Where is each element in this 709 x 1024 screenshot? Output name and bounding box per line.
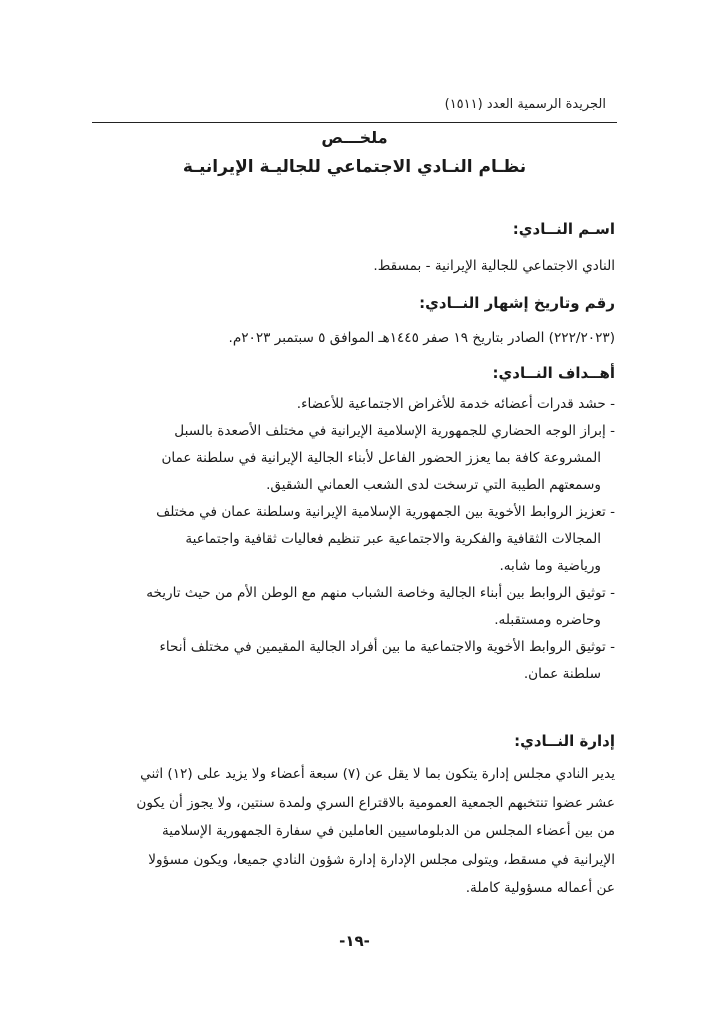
goal-line: المجالات الثقافية والفكرية والاجتماعية عبر تنظيم فعاليات ثقافية واجتماعية	[185, 531, 601, 547]
goal-line: - تعزيز الروابط الأخوية بين الجمهورية الإسلامية الإيرانية وسلطنة عمان في مختلف	[92, 499, 615, 526]
goal-line: سلطنة عمان.	[523, 666, 601, 682]
goal-line: - توثيق الروابط الأخوية والاجتماعية ما بين أفراد الجالية المقيمين في مختلف أنحاء	[92, 634, 615, 661]
summary-title: ملخـــص	[321, 128, 388, 147]
goal-line: وحاضره ومستقبله.	[494, 612, 601, 628]
goal-line: - حشد قدرات أعضائه خدمة للأغراض الاجتماعية للأعضاء.	[92, 391, 615, 418]
goals-list	[92, 391, 615, 688]
paragraph-line: الإيرانية في مسقط، ويتولى مجلس الإدارة إدارة شؤون النادي جميعا، ويكون مسؤولا	[148, 851, 615, 868]
paragraph-line: يدير النادي مجلس إدارة يتكون بما لا يقل عن (٧) سبعة أعضاء ولا يزيد على (١٢) اثني	[140, 766, 615, 782]
club-name-value: النادي الاجتماعي للجالية الإيرانية - بمسقط.	[373, 258, 615, 274]
goal-line: - توثيق الروابط بين أبناء الجالية وخاصة الشباب منهم مع الوطن الأم من حيث تاريخه	[92, 580, 615, 607]
registration-heading: رقم وتاريخ إشهار النــادي:	[419, 294, 615, 312]
goal-item	[92, 391, 615, 418]
goals-heading: أهــداف النــادي:	[492, 364, 615, 382]
goal-item	[92, 499, 615, 580]
club-name-heading: اسـم النــادي:	[512, 220, 615, 238]
administration-heading: إدارة النــادي:	[514, 732, 615, 750]
goal-line: - إبراز الوجه الحضاري للجمهورية الإسلامية الإيرانية في مختلف الأصعدة بالسبل	[92, 418, 615, 445]
goal-line: المشروعة كافة بما يعزز الحضور الفاعل لأبناء الجالية الإيرانية في سلطنة عمان	[161, 450, 601, 466]
paragraph-line: عن أعماله مسؤولية كاملة.	[465, 880, 615, 896]
header-rule	[92, 122, 617, 123]
gazette-header: الجريدة الرسمية العدد (١٥١١)	[444, 97, 606, 112]
paragraph-line: من بين أعضاء المجلس من الدبلوماسيين العاملين في سفارة الجمهورية الإسلامية	[162, 823, 615, 839]
goal-item	[92, 418, 615, 499]
administration-paragraph	[92, 760, 615, 903]
paragraph-line: عشر عضوا تنتخبهم الجمعية العمومية بالاقتراع السري ولمدة سنتين، ولا يجوز أن يكون	[136, 794, 615, 811]
goal-line: ورياضية وما شابه.	[499, 558, 601, 574]
goal-item	[92, 580, 615, 634]
document-title: نظـام النـادي الاجتماعي للجاليـة الإيرانيـة	[182, 157, 527, 177]
registration-value: (٢٢٢/٢٠٢٣) الصادر بتاريخ ١٩ صفر ١٤٤٥هـ الموافق ٥ سبتمبر ٢٠٢٣م.	[228, 330, 615, 346]
goal-item	[92, 634, 615, 688]
goal-line: وسمعتهم الطيبة التي ترسخت لدى الشعب العماني الشقيق.	[266, 477, 601, 493]
page-number: -١٩-	[339, 932, 370, 950]
